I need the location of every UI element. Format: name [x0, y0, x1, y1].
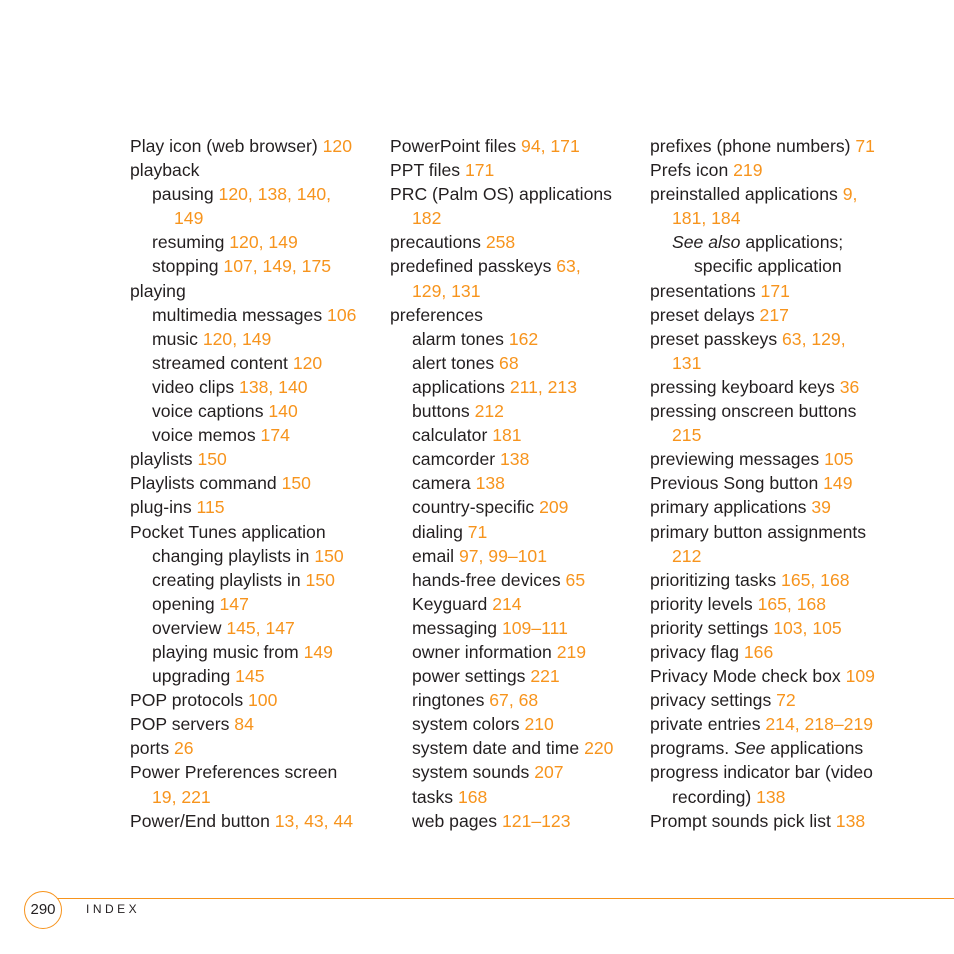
- page-reference[interactable]: 150: [197, 449, 227, 470]
- index-term: alert tones: [412, 352, 500, 373]
- page-reference[interactable]: 106: [327, 304, 357, 325]
- index-entry: [130, 158, 382, 182]
- index-term: Keyguard: [412, 593, 493, 614]
- cross-reference: See also: [672, 232, 741, 253]
- index-term: hands-free devices: [412, 569, 566, 590]
- page-reference[interactable]: 217: [759, 304, 789, 325]
- index-entry: [650, 736, 902, 760]
- index-term: recording): [672, 786, 757, 807]
- page-reference[interactable]: 109: [845, 666, 875, 687]
- page-reference[interactable]: 26: [174, 738, 194, 759]
- index-entry: [390, 520, 642, 544]
- index-term: primary button assignments: [650, 521, 867, 542]
- index-term: email: [412, 545, 459, 566]
- index-entry: [390, 544, 642, 568]
- page-reference[interactable]: 120: [292, 352, 323, 373]
- index-term: primary applications: [650, 497, 812, 518]
- page-reference[interactable]: 182: [412, 208, 442, 229]
- page-reference[interactable]: 71: [855, 136, 875, 156]
- index-entry: [650, 399, 902, 423]
- page-reference[interactable]: 207: [534, 762, 564, 783]
- page-reference[interactable]: 120, 138, 140,: [218, 184, 332, 205]
- index-term: preinstalled applications: [650, 184, 843, 205]
- page-reference[interactable]: 219: [733, 160, 763, 181]
- index-term: system colors: [412, 714, 525, 735]
- page-reference[interactable]: 129, 131: [412, 280, 481, 301]
- page-reference[interactable]: 105: [824, 449, 854, 470]
- index-term: private entries: [650, 714, 766, 735]
- index-term: voice captions: [152, 401, 269, 422]
- index-term: applications: [412, 376, 510, 397]
- index-entry: [650, 568, 902, 592]
- page-reference[interactable]: 150: [305, 569, 335, 590]
- index-entry: [390, 640, 642, 664]
- page-reference[interactable]: 100: [248, 690, 278, 711]
- index-entry: [650, 471, 902, 495]
- index-entry: [390, 158, 642, 182]
- index-term: Power/End button: [130, 810, 275, 831]
- index-entry: [650, 351, 902, 375]
- index-entry: [390, 279, 642, 303]
- index-entry: [130, 712, 382, 736]
- index-column-3: [650, 134, 902, 833]
- index-entry: [130, 471, 382, 495]
- index-entry: [650, 423, 902, 447]
- index-column-1: [130, 134, 382, 833]
- index-term: preset delays: [650, 304, 760, 325]
- page-reference[interactable]: 13, 43, 44: [274, 810, 354, 831]
- page-reference[interactable]: 131: [672, 352, 702, 373]
- page-reference[interactable]: 120, 149: [229, 232, 298, 253]
- cross-reference: See: [734, 738, 766, 759]
- index-entry: [650, 447, 902, 471]
- index-term: camera: [412, 473, 476, 494]
- index-term: PRC (Palm OS) applications: [390, 184, 612, 205]
- page-reference[interactable]: 63,: [556, 256, 581, 277]
- index-term: overview: [152, 617, 227, 638]
- index-entry: [390, 785, 642, 809]
- index-entry: [650, 592, 902, 616]
- index-term: presentations: [650, 280, 761, 301]
- index-entry: [130, 134, 382, 158]
- page-reference[interactable]: 150: [281, 473, 311, 494]
- page-reference[interactable]: 166: [743, 641, 774, 662]
- page-reference[interactable]: 109–111: [501, 617, 568, 638]
- page-reference[interactable]: 94, 171: [521, 136, 580, 156]
- page-reference[interactable]: 65: [565, 569, 586, 590]
- index-term: playing music from: [152, 641, 304, 662]
- page-reference[interactable]: 84: [234, 714, 254, 735]
- page-reference[interactable]: 171: [760, 280, 790, 301]
- page-reference[interactable]: 115: [196, 497, 225, 518]
- index-entry: [390, 423, 642, 447]
- index-term: ports: [130, 738, 175, 759]
- index-term: tasks: [412, 786, 458, 807]
- page-reference[interactable]: 219: [556, 641, 587, 662]
- index-entry: [130, 736, 382, 760]
- index-entry: [130, 640, 382, 664]
- page-reference[interactable]: 67, 68: [489, 690, 539, 711]
- index-term: Prefs icon: [650, 160, 734, 181]
- page-reference[interactable]: 211, 213: [509, 376, 577, 397]
- index-term: privacy flag: [650, 641, 744, 662]
- index-term: alarm tones: [412, 328, 509, 349]
- index-term: Prompt sounds pick list: [650, 810, 836, 831]
- index-entry: [390, 712, 642, 736]
- page-reference[interactable]: 9,: [842, 184, 858, 205]
- index-term: PowerPoint files: [390, 136, 522, 156]
- index-term: creating playlists in: [152, 569, 306, 590]
- index-entry: [650, 640, 902, 664]
- page-reference[interactable]: 147: [219, 593, 249, 614]
- index-term: camcorder: [412, 449, 500, 470]
- page-reference[interactable]: 215: [672, 425, 702, 446]
- page-reference[interactable]: 209: [539, 497, 569, 518]
- index-entry: [390, 206, 642, 230]
- index-term: PPT files: [390, 160, 465, 181]
- index-entry: [650, 182, 902, 206]
- index-entry: [390, 688, 642, 712]
- index-entry: [390, 399, 642, 423]
- index-term: owner information: [412, 641, 557, 662]
- index-entry: [650, 688, 902, 712]
- page-reference[interactable]: 36: [839, 376, 860, 397]
- page-reference[interactable]: 103, 105: [773, 617, 842, 638]
- page-reference[interactable]: 258: [485, 232, 516, 253]
- index-term: pressing onscreen buttons: [650, 401, 857, 422]
- page-reference[interactable]: 162: [508, 328, 539, 349]
- index-term: playlists: [130, 449, 198, 470]
- index-term: country-specific: [412, 497, 540, 518]
- index-term: messaging: [412, 617, 502, 638]
- page-reference[interactable]: 221: [530, 666, 560, 687]
- index-term: priority levels: [650, 593, 758, 614]
- index-term: precautions: [390, 232, 486, 253]
- index-entry: [650, 495, 902, 519]
- index-term: Privacy Mode check box: [650, 666, 846, 687]
- index-term: system sounds: [412, 762, 535, 783]
- index-term: web pages: [412, 810, 502, 831]
- index-entry: [650, 375, 902, 399]
- page-reference[interactable]: 120, 149: [202, 328, 272, 349]
- index-entry: [130, 254, 382, 278]
- index-entry: [390, 303, 642, 327]
- index-entry: [650, 544, 902, 568]
- page-reference[interactable]: 171: [464, 160, 495, 181]
- page-reference[interactable]: 165, 168: [781, 569, 850, 590]
- page-reference[interactable]: 138, 140: [239, 376, 308, 397]
- index-entry: [390, 375, 642, 399]
- index-entry: [650, 230, 902, 254]
- index-entry: [650, 327, 902, 351]
- index-entry: [650, 616, 902, 640]
- index-term: power settings: [412, 666, 531, 687]
- page-reference[interactable]: 149: [303, 641, 333, 662]
- index-term: Power Preferences screen: [130, 762, 338, 783]
- index-entry: [390, 809, 642, 833]
- index-entry: [130, 520, 382, 544]
- index-entry: [130, 399, 382, 423]
- index-entry: [390, 182, 642, 206]
- index-term: system date and time: [412, 738, 585, 759]
- page-reference[interactable]: 220: [584, 738, 614, 759]
- index-entry: [650, 520, 902, 544]
- index-entry: [130, 568, 382, 592]
- index-term: ringtones: [412, 690, 490, 711]
- index-entry: [130, 182, 382, 206]
- index-entry: [130, 351, 382, 375]
- index-term: voice memos: [152, 425, 261, 446]
- index-term: pressing keyboard keys: [650, 376, 840, 397]
- index-term: video clips: [152, 376, 240, 397]
- page-reference[interactable]: 138: [500, 449, 530, 470]
- index-entry: [130, 664, 382, 688]
- index-entry: [390, 495, 642, 519]
- page-reference[interactable]: 181: [492, 425, 522, 446]
- page-reference[interactable]: 145, 147: [226, 617, 295, 638]
- page-reference[interactable]: 138: [475, 473, 505, 494]
- index-entry: [650, 785, 902, 809]
- index-term: Previous Song button: [650, 473, 824, 494]
- index-entry: [390, 134, 642, 158]
- index-entry: [390, 230, 642, 254]
- index-term: applications;: [740, 232, 844, 253]
- index-entry: [390, 760, 642, 784]
- page-reference[interactable]: 71: [467, 521, 488, 542]
- footer-rule: [44, 898, 954, 899]
- page-reference[interactable]: 210: [524, 714, 554, 735]
- index-entry: [130, 303, 382, 327]
- index-term: playing: [130, 280, 186, 301]
- page-reference[interactable]: 121–123: [502, 810, 571, 831]
- index-term: previewing messages: [650, 449, 825, 470]
- index-entry: [130, 327, 382, 351]
- index-term: POP protocols: [130, 690, 249, 711]
- index-entry: [130, 688, 382, 712]
- index-term: preset passkeys: [650, 328, 783, 349]
- page-reference[interactable]: 107, 149, 175: [223, 256, 332, 277]
- page-reference[interactable]: 145: [235, 666, 265, 687]
- index-term: plug-ins: [130, 497, 197, 518]
- page-number: 290: [24, 891, 62, 929]
- index-term: programs.: [650, 738, 735, 759]
- index-entry: [650, 158, 902, 182]
- index-term: calculator: [412, 425, 493, 446]
- index-entry: [130, 375, 382, 399]
- index-term: Play icon (web browser): [130, 136, 323, 156]
- index-term: changing playlists in: [152, 545, 315, 566]
- index-entry: [130, 230, 382, 254]
- index-term: priority settings: [650, 617, 774, 638]
- index-term: POP servers: [130, 714, 235, 735]
- page-reference[interactable]: 214: [492, 593, 522, 614]
- index-entry: [390, 568, 642, 592]
- index-term: specific application: [694, 256, 842, 277]
- index-term: pausing: [152, 184, 219, 205]
- index-entry: [650, 254, 902, 278]
- page-reference[interactable]: 138: [835, 810, 866, 831]
- index-entry: [130, 544, 382, 568]
- index-entry: [130, 592, 382, 616]
- index-term: Pocket Tunes application: [130, 521, 326, 542]
- index-entry: [650, 206, 902, 230]
- index-term: multimedia messages: [152, 304, 328, 325]
- index-term: applications: [765, 738, 864, 759]
- index-entry: [390, 664, 642, 688]
- index-entry: [130, 760, 382, 784]
- index-entry: [650, 279, 902, 303]
- index-entry: [390, 616, 642, 640]
- page-reference[interactable]: 68: [499, 352, 519, 373]
- index-entry: [650, 134, 902, 158]
- index-entry: [390, 447, 642, 471]
- index-term: playback: [130, 160, 200, 181]
- page-reference[interactable]: 140: [268, 401, 298, 422]
- page-reference[interactable]: 63, 129,: [782, 328, 846, 349]
- page-reference[interactable]: 120: [322, 136, 352, 156]
- index-term: prefixes (phone numbers): [650, 136, 856, 156]
- index-entry: [650, 712, 902, 736]
- index-entry: [130, 809, 382, 833]
- index-term: preferences: [390, 304, 483, 325]
- index-term: predefined passkeys: [390, 256, 557, 277]
- index-entry: [130, 206, 382, 230]
- index-entry: [130, 279, 382, 303]
- index-term: music: [152, 328, 203, 349]
- page-reference[interactable]: 150: [314, 545, 344, 566]
- index-term: stopping: [152, 256, 224, 277]
- index-term: dialing: [412, 521, 468, 542]
- index-term: opening: [152, 593, 220, 614]
- index-term: privacy settings: [650, 690, 777, 711]
- index-column-2: [390, 134, 642, 833]
- index-entry: [650, 303, 902, 327]
- index-term: Playlists command: [130, 473, 282, 494]
- index-term: prioritizing tasks: [650, 569, 782, 590]
- index-entry: [390, 254, 642, 278]
- page-reference[interactable]: 138: [756, 786, 786, 807]
- index-entry: [130, 616, 382, 640]
- index-term: upgrading: [152, 666, 236, 687]
- index-entry: [130, 447, 382, 471]
- index-entry: [390, 592, 642, 616]
- index-entry: [130, 423, 382, 447]
- page-reference[interactable]: 165, 168: [757, 593, 827, 614]
- page-reference[interactable]: 72: [776, 690, 796, 711]
- index-entry: [390, 471, 642, 495]
- page-reference[interactable]: 19, 221: [152, 786, 211, 807]
- page-reference[interactable]: 149: [823, 473, 853, 494]
- index-entry: [390, 327, 642, 351]
- page-reference[interactable]: 149: [174, 208, 204, 229]
- page-reference[interactable]: 181, 184: [672, 208, 741, 229]
- page-reference[interactable]: 212: [474, 401, 504, 422]
- section-label: INDEX: [86, 902, 141, 916]
- page-reference[interactable]: 214, 218–219: [765, 714, 874, 735]
- index-entry: [390, 351, 642, 375]
- page-reference[interactable]: 97, 99–101: [458, 545, 547, 566]
- index-entry: [130, 785, 382, 809]
- page-reference[interactable]: 168: [457, 786, 488, 807]
- page-reference[interactable]: 174: [260, 425, 290, 446]
- index-entry: [650, 809, 902, 833]
- index-entry: [650, 760, 902, 784]
- index-term: buttons: [412, 401, 475, 422]
- index-term: progress indicator bar (video: [650, 762, 873, 783]
- page-reference[interactable]: 212: [672, 545, 702, 566]
- index-entry: [130, 495, 382, 519]
- page-reference[interactable]: 39: [811, 497, 831, 518]
- index-term: resuming: [152, 232, 230, 253]
- index-entry: [650, 664, 902, 688]
- index-term: streamed content: [152, 352, 293, 373]
- index-entry: [390, 736, 642, 760]
